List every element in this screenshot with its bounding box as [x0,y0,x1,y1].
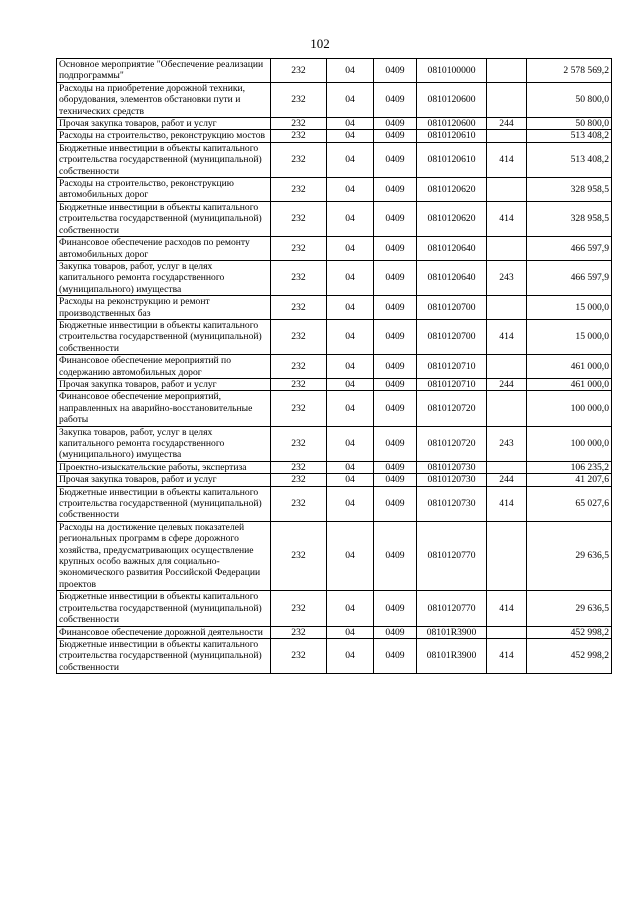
row-target-article-cell: 0810120600 [417,82,487,117]
row-grbs-cell: 232 [271,201,327,236]
row-subsection-cell: 0409 [374,474,417,486]
row-subsection-cell: 0409 [374,355,417,379]
row-expense-type-cell: 243 [487,426,527,461]
row-section-cell: 04 [327,82,374,117]
row-subsection-cell: 0409 [374,201,417,236]
row-target-article-cell: 0810120600 [417,118,487,130]
row-grbs-cell: 232 [271,461,327,473]
row-amount-cell: 513 408,2 [527,130,612,142]
row-expense-type-cell [487,82,527,117]
row-target-article-cell: 0810120730 [417,474,487,486]
row-section-cell: 04 [327,178,374,202]
row-grbs-cell: 232 [271,591,327,626]
row-amount-cell: 65 027,6 [527,486,612,521]
row-subsection-cell: 0409 [374,391,417,426]
row-grbs-cell: 232 [271,237,327,261]
table-row [57,237,612,261]
row-grbs-cell: 232 [271,426,327,461]
row-amount-cell: 50 800,0 [527,118,612,130]
row-section-cell: 04 [327,296,374,320]
row-name-cell: Закупка товаров, работ, услуг в целях капитального ремонта государственного (муниципального) имущества [57,426,271,461]
row-expense-type-cell: 414 [487,486,527,521]
row-name-cell: Прочая закупка товаров, работ и услуг [57,474,271,486]
row-grbs-cell: 232 [271,319,327,354]
row-section-cell: 04 [327,521,374,590]
row-amount-cell: 41 207,6 [527,474,612,486]
row-amount-cell: 100 000,0 [527,391,612,426]
row-target-article-cell: 0810120610 [417,142,487,177]
row-target-article-cell: 08101R3900 [417,638,487,673]
row-grbs-cell: 232 [271,474,327,486]
row-section-cell: 04 [327,319,374,354]
table-row [57,142,612,177]
row-name-cell: Финансовое обеспечение мероприятий, направленных на аварийно-восстановительные работы [57,391,271,426]
row-subsection-cell: 0409 [374,638,417,673]
table-row [57,201,612,236]
row-expense-type-cell [487,178,527,202]
table-row [57,378,612,390]
row-subsection-cell: 0409 [374,591,417,626]
row-section-cell: 04 [327,201,374,236]
row-grbs-cell: 232 [271,638,327,673]
row-target-article-cell: 0810120700 [417,319,487,354]
row-amount-cell: 100 000,0 [527,426,612,461]
row-grbs-cell: 232 [271,355,327,379]
table-row [57,355,612,379]
row-amount-cell: 15 000,0 [527,319,612,354]
row-target-article-cell: 0810120710 [417,378,487,390]
table-row [57,626,612,638]
row-grbs-cell: 232 [271,378,327,390]
row-expense-type-cell [487,626,527,638]
row-name-cell: Бюджетные инвестиции в объекты капитального строительства государственной (муниципальной) собственности [57,638,271,673]
row-expense-type-cell: 414 [487,591,527,626]
row-amount-cell: 461 000,0 [527,355,612,379]
row-subsection-cell: 0409 [374,319,417,354]
row-section-cell: 04 [327,426,374,461]
row-grbs-cell: 232 [271,391,327,426]
row-section-cell: 04 [327,130,374,142]
row-target-article-cell: 0810120720 [417,391,487,426]
row-subsection-cell: 0409 [374,486,417,521]
row-grbs-cell: 232 [271,521,327,590]
row-subsection-cell: 0409 [374,378,417,390]
row-section-cell: 04 [327,142,374,177]
row-target-article-cell: 0810120710 [417,355,487,379]
table-row [57,319,612,354]
row-section-cell: 04 [327,237,374,261]
row-target-article-cell: 0810120640 [417,237,487,261]
row-target-article-cell: 0810120720 [417,426,487,461]
row-expense-type-cell: 414 [487,319,527,354]
row-name-cell: Финансовое обеспечение мероприятий по содержанию автомобильных дорог [57,355,271,379]
row-amount-cell: 29 636,5 [527,591,612,626]
row-section-cell: 04 [327,638,374,673]
table-row [57,118,612,130]
row-expense-type-cell: 244 [487,474,527,486]
row-grbs-cell: 232 [271,130,327,142]
row-section-cell: 04 [327,260,374,295]
row-expense-type-cell: 414 [487,638,527,673]
row-name-cell: Расходы на приобретение дорожной техники, оборудования, элементов обстановки пути и технических средств [57,82,271,117]
row-name-cell: Прочая закупка товаров, работ и услуг [57,118,271,130]
row-amount-cell: 106 235,2 [527,461,612,473]
row-name-cell: Бюджетные инвестиции в объекты капитального строительства государственной (муниципальной) собственности [57,319,271,354]
table-row [57,178,612,202]
row-expense-type-cell: 414 [487,142,527,177]
row-name-cell: Бюджетные инвестиции в объекты капитального строительства государственной (муниципальной) собственности [57,142,271,177]
row-subsection-cell: 0409 [374,118,417,130]
table-row [57,461,612,473]
row-grbs-cell: 232 [271,59,327,83]
row-name-cell: Бюджетные инвестиции в объекты капитального строительства государственной (муниципальной) собственности [57,201,271,236]
row-name-cell: Проектно-изыскательские работы, экспертиза [57,461,271,473]
row-subsection-cell: 0409 [374,461,417,473]
row-amount-cell: 328 958,5 [527,201,612,236]
table-row [57,260,612,295]
row-amount-cell: 461 000,0 [527,378,612,390]
row-expense-type-cell: 244 [487,118,527,130]
row-grbs-cell: 232 [271,296,327,320]
page-number: 102 [310,36,330,51]
row-grbs-cell: 232 [271,178,327,202]
row-subsection-cell: 0409 [374,59,417,83]
row-amount-cell: 466 597,9 [527,260,612,295]
row-section-cell: 04 [327,378,374,390]
row-section-cell: 04 [327,474,374,486]
row-grbs-cell: 232 [271,626,327,638]
row-subsection-cell: 0409 [374,426,417,461]
row-target-article-cell: 0810120700 [417,296,487,320]
row-subsection-cell: 0409 [374,82,417,117]
row-name-cell: Прочая закупка товаров, работ и услуг [57,378,271,390]
row-target-article-cell: 0810120620 [417,201,487,236]
table-row [57,474,612,486]
row-amount-cell: 466 597,9 [527,237,612,261]
row-name-cell: Бюджетные инвестиции в объекты капитального строительства государственной (муниципальной) собственности [57,486,271,521]
row-section-cell: 04 [327,591,374,626]
row-section-cell: 04 [327,461,374,473]
table-row [57,130,612,142]
row-name-cell: Финансовое обеспечение дорожной деятельности [57,626,271,638]
row-target-article-cell: 0810120770 [417,591,487,626]
row-subsection-cell: 0409 [374,130,417,142]
row-subsection-cell: 0409 [374,142,417,177]
table-row [57,59,612,83]
row-target-article-cell: 0810100000 [417,59,487,83]
row-amount-cell: 29 636,5 [527,521,612,590]
row-expense-type-cell [487,59,527,83]
row-target-article-cell: 0810120610 [417,130,487,142]
row-name-cell: Расходы на строительство, реконструкцию автомобильных дорог [57,178,271,202]
row-section-cell: 04 [327,486,374,521]
table-row [57,426,612,461]
row-expense-type-cell: 414 [487,201,527,236]
row-amount-cell: 452 998,2 [527,626,612,638]
row-section-cell: 04 [327,391,374,426]
row-grbs-cell: 232 [271,82,327,117]
budget-table-body [57,59,612,674]
row-name-cell: Закупка товаров, работ, услуг в целях капитального ремонта государственного (муниципального) имущества [57,260,271,295]
row-target-article-cell: 0810120730 [417,461,487,473]
row-target-article-cell: 0810120770 [417,521,487,590]
row-target-article-cell: 0810120620 [417,178,487,202]
row-section-cell: 04 [327,59,374,83]
row-subsection-cell: 0409 [374,521,417,590]
row-expense-type-cell: 243 [487,260,527,295]
row-name-cell: Финансовое обеспечение расходов по ремонту автомобильных дорог [57,237,271,261]
row-section-cell: 04 [327,626,374,638]
row-target-article-cell: 0810120730 [417,486,487,521]
row-expense-type-cell [487,521,527,590]
budget-table [56,58,612,674]
row-amount-cell: 15 000,0 [527,296,612,320]
row-subsection-cell: 0409 [374,178,417,202]
row-section-cell: 04 [327,355,374,379]
row-amount-cell: 513 408,2 [527,142,612,177]
table-row [57,391,612,426]
row-amount-cell: 50 800,0 [527,82,612,117]
row-grbs-cell: 232 [271,118,327,130]
row-subsection-cell: 0409 [374,260,417,295]
row-subsection-cell: 0409 [374,237,417,261]
row-amount-cell: 328 958,5 [527,178,612,202]
row-section-cell: 04 [327,118,374,130]
row-name-cell: Расходы на реконструкцию и ремонт производственных баз [57,296,271,320]
row-name-cell: Основное мероприятие "Обеспечение реализации подпрограммы" [57,59,271,83]
row-name-cell: Расходы на строительство, реконструкцию мостов [57,130,271,142]
row-expense-type-cell [487,296,527,320]
row-expense-type-cell: 244 [487,378,527,390]
row-subsection-cell: 0409 [374,296,417,320]
row-target-article-cell: 08101R3900 [417,626,487,638]
row-grbs-cell: 232 [271,142,327,177]
row-amount-cell: 452 998,2 [527,638,612,673]
row-expense-type-cell [487,391,527,426]
row-amount-cell: 2 578 569,2 [527,59,612,83]
row-name-cell: Расходы на достижение целевых показателей региональных программ в сфере дорожного хозяйства, предусматривающих осуществление крупных особо важных для социально-экономического развития Российской Федерации проектов [57,521,271,590]
table-row [57,486,612,521]
row-name-cell: Бюджетные инвестиции в объекты капитального строительства государственной (муниципальной) собственности [57,591,271,626]
row-expense-type-cell [487,461,527,473]
row-expense-type-cell [487,355,527,379]
row-expense-type-cell [487,237,527,261]
row-expense-type-cell [487,130,527,142]
table-row [57,296,612,320]
table-row [57,591,612,626]
table-row [57,82,612,117]
table-row [57,638,612,673]
table-row [57,521,612,590]
row-grbs-cell: 232 [271,260,327,295]
row-target-article-cell: 0810120640 [417,260,487,295]
row-subsection-cell: 0409 [374,626,417,638]
row-grbs-cell: 232 [271,486,327,521]
